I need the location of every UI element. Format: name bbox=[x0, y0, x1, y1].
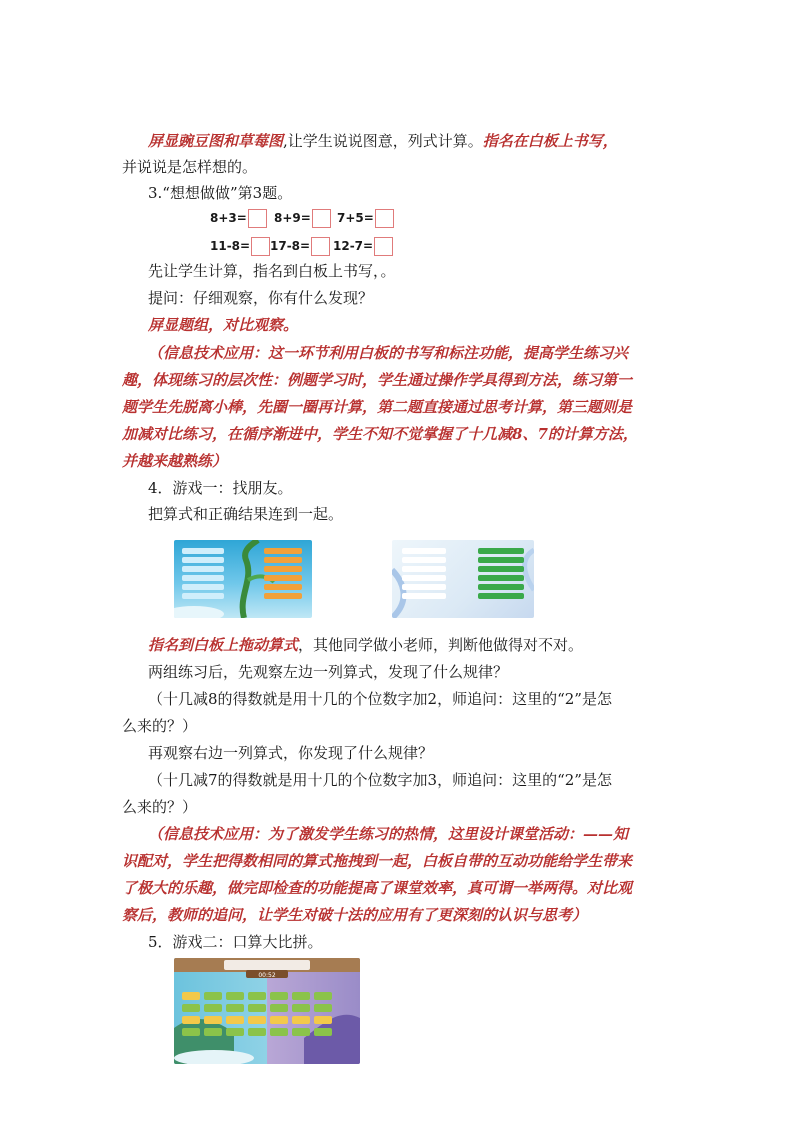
equation-5: 17-8= bbox=[270, 236, 330, 256]
paragraph-13-line-1: （十几减7的得数就是用十几的个位数字加3，师追问：这里的“2”是怎 bbox=[148, 771, 612, 789]
paragraph-10: 两组练习后，先观察左边一列算式，发现了什么规律？ bbox=[148, 663, 509, 681]
timer: 00:52 bbox=[258, 972, 276, 979]
answer-box bbox=[374, 237, 393, 256]
answer-box bbox=[251, 237, 270, 256]
note-2-line-2: 识配对，学生把得数相同的算式拖拽到一起，白板自带的互动功能给学生带来 bbox=[122, 852, 633, 870]
note-1-line-2: 趣，体现练习的层次性：例题学习时，学生通过操作学具得到方法，练习第一 bbox=[122, 371, 633, 389]
equation-4: 11-8= bbox=[210, 236, 270, 256]
text: ,让学生说说图意，列式计算。 bbox=[283, 132, 483, 150]
paragraph-11-line-1: （十几减8的得数就是用十几的个位数字加2，师追问：这里的“2”是怎 bbox=[148, 690, 612, 708]
paragraph-13-line-2: 么来的？） bbox=[122, 798, 198, 816]
game-1-heading: 4．游戏一：找朋友。 bbox=[148, 479, 293, 497]
game-2-heading: 5．游戏二：口算大比拼。 bbox=[148, 933, 323, 951]
red-instruction: 屏显题组，对比观察。 bbox=[148, 316, 299, 334]
paragraph-12: 再观察右边一列算式，你发现了什么规律？ bbox=[148, 744, 434, 762]
exercise-3-heading: 3.“想想做做”第3题。 bbox=[148, 184, 293, 202]
equation-1: 8+3= bbox=[210, 208, 267, 228]
paragraph-1 bbox=[148, 128, 618, 154]
paragraph-5: 提问：仔细观察，你有什么发现？ bbox=[148, 289, 374, 307]
game-1-screenshot-left bbox=[174, 540, 312, 618]
note-1-line-3: 题学生先脱离小棒，先圈一圈再计算，第二题直接通过思考计算，第三题则是 bbox=[122, 398, 633, 416]
note-1-line-4: 加减对比练习，在循序渐进中，学生不知不觉掌握了十几减8、7的计算方法， bbox=[122, 425, 638, 443]
answer-box bbox=[311, 237, 330, 256]
equation-6: 12-7= bbox=[333, 236, 393, 256]
equation-3: 7+5= bbox=[337, 208, 394, 228]
answer-box bbox=[312, 209, 331, 228]
paragraph-1-cont: 并说说是怎样想的。 bbox=[122, 158, 258, 176]
paragraph-9 bbox=[148, 632, 583, 658]
red-instruction: 屏显豌豆图和草莓图 bbox=[148, 132, 284, 150]
text: ，其他同学做小老师，判断他做得对不对。 bbox=[298, 636, 584, 654]
answer-box bbox=[248, 209, 267, 228]
note-1-line-1: （信息技术应用：这一环节利用白板的书写和标注功能，提高学生练习兴 bbox=[148, 344, 629, 362]
note-2-line-3: 了极大的乐趣，做完即检查的功能提高了课堂效率，真可谓一举两得。对比观 bbox=[122, 879, 633, 897]
game-1-instruction: 把算式和正确结果连到一起。 bbox=[148, 505, 344, 523]
red-instruction: 指名在白板上书写， bbox=[482, 132, 618, 150]
paragraph-4: 先让学生计算，指名到白板上书写，。 bbox=[148, 262, 396, 280]
note-1-line-5: 并越来越熟练） bbox=[122, 452, 228, 470]
answer-box bbox=[375, 209, 394, 228]
red-instruction: 指名到白板上拖动算式 bbox=[148, 636, 299, 654]
game-2-screenshot bbox=[174, 958, 360, 1064]
note-2-line-4: 察后，教师的追问，让学生对破十法的应用有了更深刻的认识与思考） bbox=[122, 906, 588, 924]
game-1-screenshot-right bbox=[392, 540, 534, 618]
equation-2: 8+9= bbox=[274, 208, 331, 228]
note-2-line-1: （信息技术应用：为了激发学生练习的热情，这里设计课堂活动：——知 bbox=[148, 825, 629, 843]
paragraph-11-line-2: 么来的？） bbox=[122, 717, 198, 735]
